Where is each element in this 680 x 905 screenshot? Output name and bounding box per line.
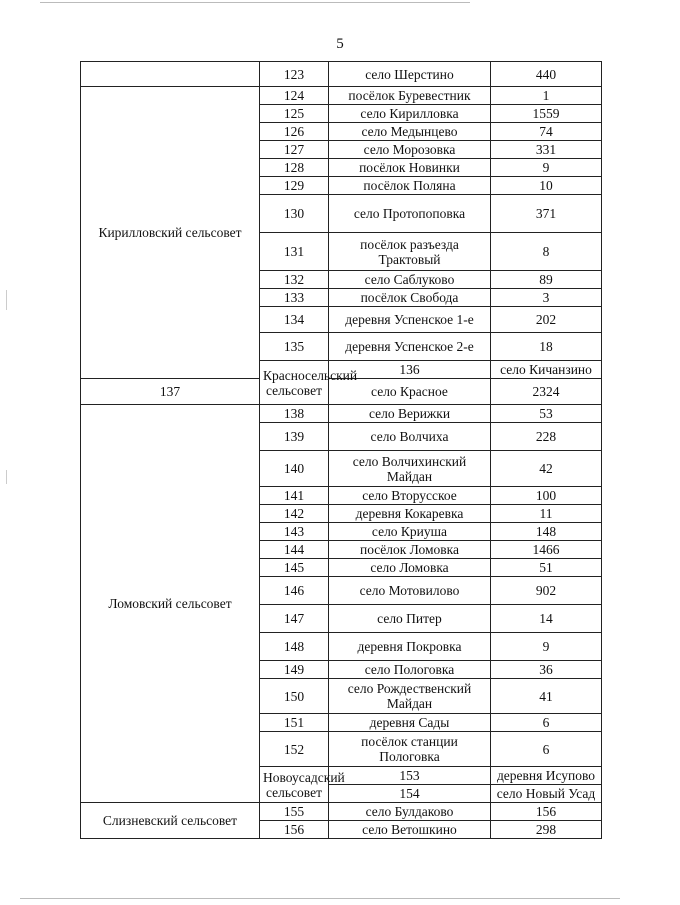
population-cell: 74	[491, 123, 602, 141]
settlement-number-cell: 147	[260, 605, 329, 633]
settlement-number-cell: 143	[260, 523, 329, 541]
table-row	[81, 62, 602, 87]
settlement-name-cell: посёлок Ломовка	[329, 541, 491, 559]
settlement-name-cell: село Ломовка	[329, 559, 491, 577]
population-cell: 6	[491, 714, 602, 732]
settlement-number-cell: 148	[260, 633, 329, 661]
settlement-name-cell: село Ветошкино	[329, 821, 491, 839]
population-cell: 298	[491, 821, 602, 839]
population-cell: 6	[491, 732, 602, 767]
population-cell: 440	[491, 62, 602, 87]
settlement-name-cell: село Криуша	[329, 523, 491, 541]
settlement-number-cell: 139	[260, 423, 329, 451]
population-cell: 51	[491, 559, 602, 577]
settlement-number-cell: 151	[260, 714, 329, 732]
settlement-name-cell: село Волчихинский Майдан	[329, 451, 491, 487]
population-cell: 9	[491, 633, 602, 661]
settlement-name-cell: деревня Сады	[329, 714, 491, 732]
settlement-number-cell: 152	[260, 732, 329, 767]
population-cell: 41	[491, 679, 602, 714]
population-cell: 14	[491, 605, 602, 633]
settlement-number-cell: 155	[260, 803, 329, 821]
settlement-name-cell: село Кирилловка	[329, 105, 491, 123]
population-cell: 331	[491, 141, 602, 159]
population-cell: 228	[491, 423, 602, 451]
bottom-scan-line	[20, 898, 620, 899]
settlement-number-cell: 132	[260, 271, 329, 289]
settlement-number-cell: 126	[260, 123, 329, 141]
population-cell: 18	[491, 333, 602, 361]
population-cell: 148	[491, 523, 602, 541]
settlement-number-cell: 140	[260, 451, 329, 487]
council-cell: Новоусадский сельсовет	[260, 767, 329, 803]
population-cell: 1	[491, 87, 602, 105]
settlement-number-cell: 154	[329, 785, 491, 803]
population-cell: 371	[491, 195, 602, 233]
settlement-name-cell: село Булдаково	[329, 803, 491, 821]
settlements-table	[80, 61, 602, 839]
page-number: 5	[336, 36, 344, 52]
population-cell: 36	[491, 661, 602, 679]
settlement-name-cell: село Вторусское	[329, 487, 491, 505]
settlement-number-cell: 131	[260, 233, 329, 271]
settlement-number-cell: 144	[260, 541, 329, 559]
population-cell: 8	[491, 233, 602, 271]
settlement-name-cell: село Мотовилово	[329, 577, 491, 605]
table-row	[81, 803, 602, 821]
table-row	[81, 405, 602, 423]
settlement-name-cell: деревня Успенское 2-е	[329, 333, 491, 361]
settlement-number-cell: 135	[260, 333, 329, 361]
settlement-name-cell: село Медынцево	[329, 123, 491, 141]
settlement-name-cell: село Шерстино	[329, 62, 491, 87]
settlement-name-cell: село Волчиха	[329, 423, 491, 451]
settlement-number-cell: 141	[260, 487, 329, 505]
settlement-name-cell: посёлок Буревестник	[329, 87, 491, 105]
settlement-name-cell: село Рождественский Майдан	[329, 679, 491, 714]
population-cell: 100	[491, 487, 602, 505]
settlement-number-cell: 124	[260, 87, 329, 105]
settlement-name-cell: посёлок Свобода	[329, 289, 491, 307]
council-cell: Кирилловский сельсовет	[81, 87, 260, 379]
settlement-name-cell: село Кичанзино	[491, 361, 602, 379]
settlement-name-cell: село Питер	[329, 605, 491, 633]
settlement-number-cell: 153	[329, 767, 491, 785]
population-cell: 3	[491, 289, 602, 307]
top-scan-line	[40, 2, 470, 3]
settlement-name-cell: деревня Успенское 1-е	[329, 307, 491, 333]
population-cell: 42	[491, 451, 602, 487]
settlement-number-cell: 123	[260, 62, 329, 87]
settlement-name-cell: село Саблуково	[329, 271, 491, 289]
settlement-name-cell: село Красное	[329, 379, 491, 405]
settlement-name-cell: посёлок Новинки	[329, 159, 491, 177]
settlement-name-cell: посёлок станции Пологовка	[329, 732, 491, 767]
settlement-name-cell: деревня Покровка	[329, 633, 491, 661]
population-cell: 1466	[491, 541, 602, 559]
settlement-number-cell: 127	[260, 141, 329, 159]
settlement-number-cell: 150	[260, 679, 329, 714]
population-cell: 1559	[491, 105, 602, 123]
settlement-number-cell: 156	[260, 821, 329, 839]
settlement-name-cell: село Верижки	[329, 405, 491, 423]
settlement-number-cell: 133	[260, 289, 329, 307]
settlement-number-cell: 128	[260, 159, 329, 177]
settlement-number-cell: 138	[260, 405, 329, 423]
left-margin-mark	[6, 470, 7, 484]
settlement-number-cell: 136	[329, 361, 491, 379]
left-margin-mark	[6, 290, 7, 310]
council-cell: Красносельский сельсовет	[260, 361, 329, 405]
population-cell: 2324	[491, 379, 602, 405]
settlement-name-cell: село Морозовка	[329, 141, 491, 159]
settlement-number-cell: 129	[260, 177, 329, 195]
population-cell: 10	[491, 177, 602, 195]
settlement-name-cell: деревня Исупово	[491, 767, 602, 785]
council-cell: Слизневский сельсовет	[81, 803, 260, 839]
population-cell: 902	[491, 577, 602, 605]
settlement-name-cell: село Пологовка	[329, 661, 491, 679]
settlement-name-cell: деревня Кокаревка	[329, 505, 491, 523]
settlement-number-cell: 125	[260, 105, 329, 123]
settlement-number-cell: 137	[81, 379, 260, 405]
table-row	[81, 87, 602, 105]
settlement-name-cell: село Новый Усад	[491, 785, 602, 803]
settlement-name-cell: посёлок разъезда Трактовый	[329, 233, 491, 271]
settlement-number-cell: 134	[260, 307, 329, 333]
population-cell: 156	[491, 803, 602, 821]
settlement-number-cell: 146	[260, 577, 329, 605]
population-cell: 89	[491, 271, 602, 289]
population-cell: 11	[491, 505, 602, 523]
table-body	[81, 62, 602, 839]
settlement-number-cell: 149	[260, 661, 329, 679]
settlement-number-cell: 142	[260, 505, 329, 523]
council-cell: Ломовский сельсовет	[81, 405, 260, 803]
population-cell: 9	[491, 159, 602, 177]
settlement-name-cell: село Протопоповка	[329, 195, 491, 233]
settlement-number-cell: 145	[260, 559, 329, 577]
population-cell: 202	[491, 307, 602, 333]
population-cell: 53	[491, 405, 602, 423]
settlement-number-cell: 130	[260, 195, 329, 233]
council-cell	[81, 62, 260, 87]
settlement-name-cell: посёлок Поляна	[329, 177, 491, 195]
